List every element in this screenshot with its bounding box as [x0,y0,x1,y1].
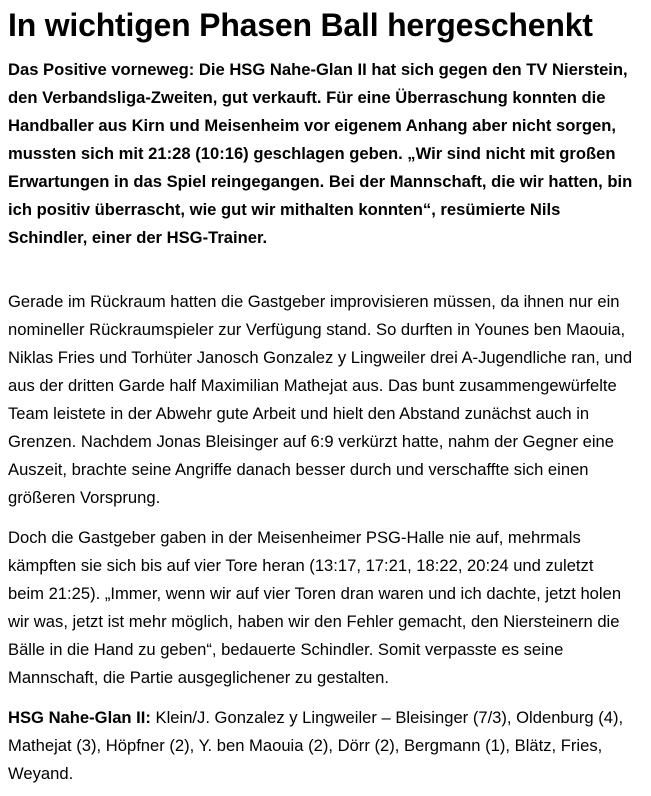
roster-paragraph [8,704,634,788]
roster-label: HSG Nahe-Glan II: [8,708,151,727]
article-headline: In wichtigen Phasen Ball hergeschenkt [8,7,593,43]
roster-text: Klein/J. Gonzalez y Lingweiler – Bleisinger (7/3), Oldenburg (4), Mathejat (3), Höpfner (2), Y. ben Maouia (2), Dörr (2), Bergmann (1), Blätz, Fries, Weyand. [8,708,624,783]
lead-paragraph: Das Positive vorneweg: Die HSG Nahe-Glan II hat sich gegen den TV Nierstein, den Verbandsliga-Zweiten, gut verkauft. Für eine Überraschung konnten die Handballer aus Kirn und Meisenheim vor eigenem Anhang aber nicht sorgen, mussten sich mit 21:28 (10:16) geschlagen geben. „Wir sind nicht mit großen Erwartungen in das Spiel reingegangen. Bei der Mannschaft, die wir hatten, bin ich positiv überrascht, wie gut wir mithalten konnten“, resümierte Nils Schindler, einer der HSG-Trainer. [8,60,633,247]
body-paragraph-2: Doch die Gastgeber gaben in der Meisenheimer PSG-Halle nie auf, mehrmals kämpften sie sich bis auf vier Tore heran (13:17, 17:21, 18:22, 20:24 und zuletzt beim 21:25). „Immer, wenn wir auf vier Toren dran waren und ich dachte, jetzt holen wir was, jetzt ist mehr möglich, haben wir den Fehler gemacht, den Niersteinern die Bälle in die Hand zu geben“, bedauerte Schindler. Somit verpasste es seine Mannschaft, die Partie ausgeglichener zu gestalten. [8,528,622,687]
body-paragraph-1: Gerade im Rückraum hatten die Gastgeber improvisieren müssen, da ihnen nur ein nomineller Rückraumspieler zur Verfügung stand. So durften in Younes ben Maouia, Niklas Fries und Torhüter Janosch Gonzalez y Lingweiler drei A-Jugendliche ran, und aus der dritten Garde half Maximilian Mathejat aus. Das bunt zusammengewürfelte Team leistete in der Abwehr gute Arbeit und hielt den Abstand zunächst auch in Grenzen. Nachdem Jonas Bleisinger auf 6:9 verkürzt hatte, nahm der Gegner eine Auszeit, brachte seine Angriffe danach besser durch und verschaffte sich einen größeren Vorsprung. [8,292,633,507]
